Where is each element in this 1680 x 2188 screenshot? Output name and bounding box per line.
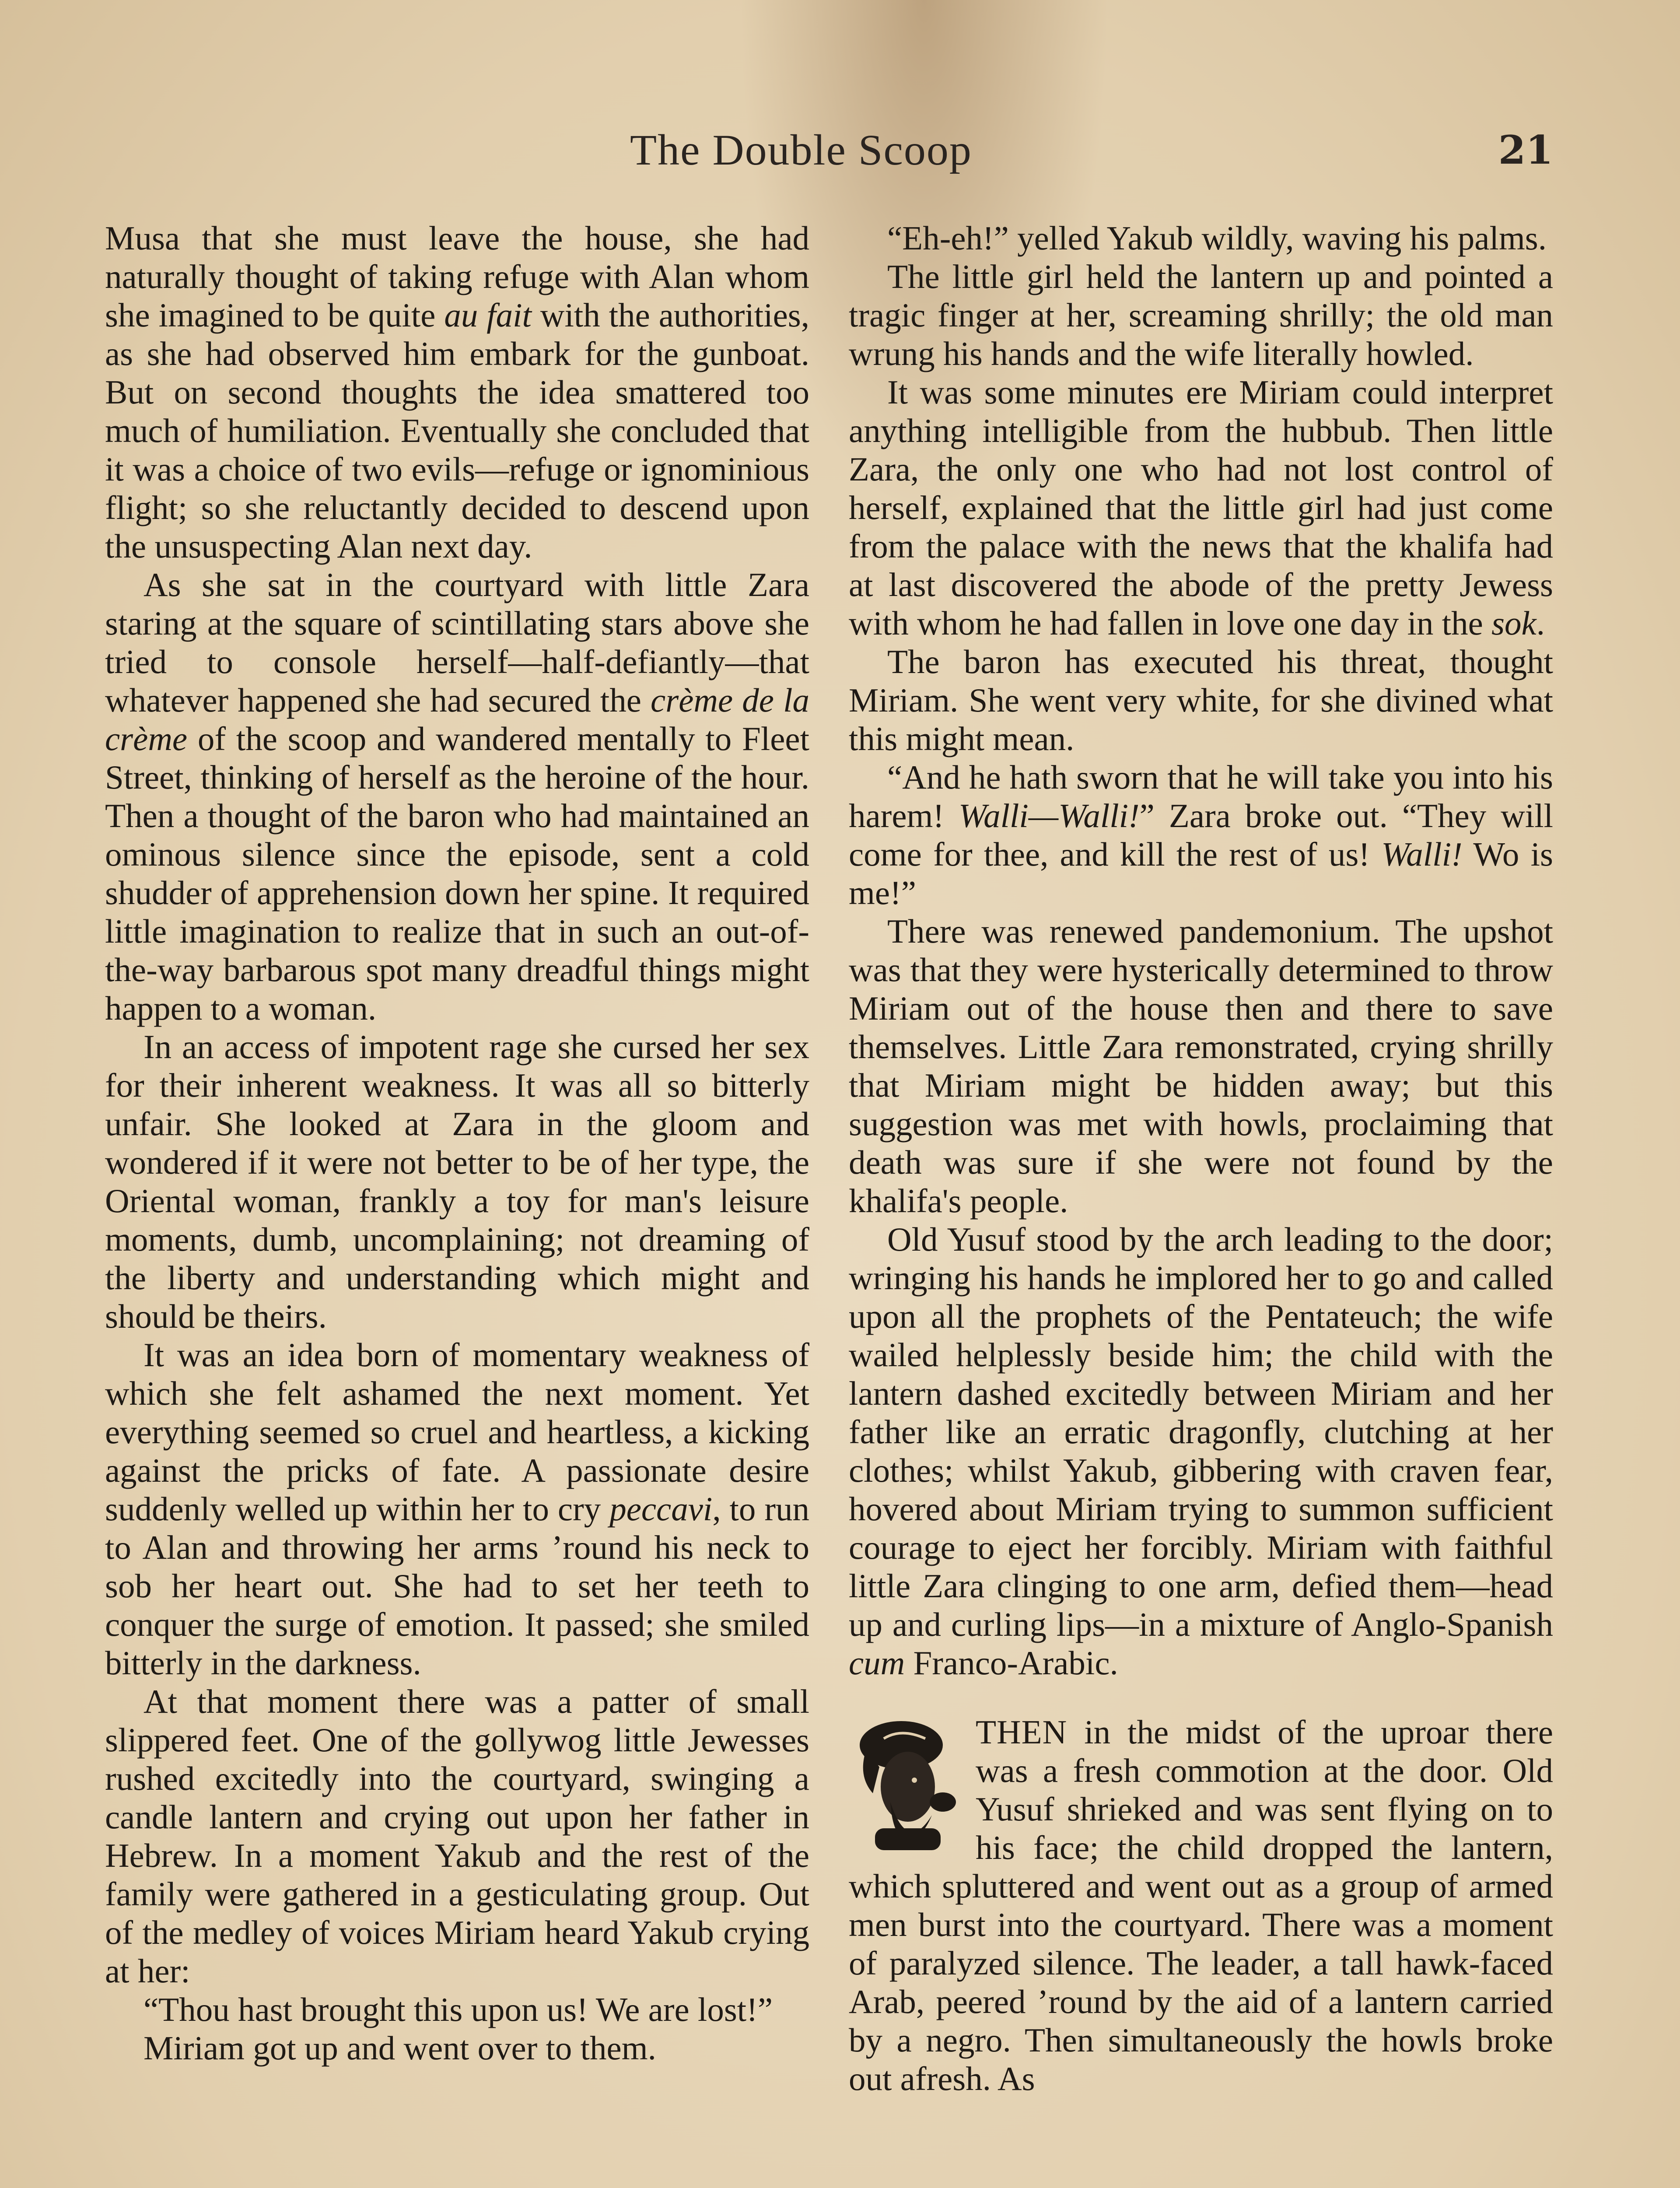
paragraph: As she sat in the courtyard with little Zara staring at the square of scintillating stars above she tried to console herself—half-defiantly—that whatever happened she had secured the crème de la crème of the scoop and wandered mentally to Fleet Street, thinking of herself as the heroine of the hour. Then a thought of the baron who had maintained an ominous silence since the episode, sent a cold shudder of apprehension down her spine. It required little imagination to realize that in such an out-of-the-way barbarous spot many dreadful things might happen to a woman. bbox=[105, 566, 809, 1027]
paragraph: THEN in the midst of the uproar there was a fresh commotion at the door. Old Yusuf shrieked and was sent flying on to his face; the child dropped the lantern, which spluttered and went out as a group of armed men burst into the courtyard. There was a moment of paralyzed silence. The leader, a tall hawk-faced Arab, peered ’round by the aid of a lantern carried by a negro. Then simultaneously the howls broke out afresh. As bbox=[849, 1713, 1553, 2097]
paragraph: It was some minutes ere Miriam could interpret anything intelligible from the hubbub. Then little Zara, the only one who had not lost control of herself, explained that the little girl had just come from the palace with the news that the khalifa had at last discovered the abode of the pretty Jewess with whom he had fallen in love one day in the sok. bbox=[849, 373, 1553, 642]
paragraph: The baron has executed his threat, thought Miriam. She went very white, for she divined what this might mean. bbox=[849, 643, 1553, 757]
paragraph: Old Yusuf stood by the arch leading to the door; wringing his hands he implored her to go and called upon all the prophets of the Pentateuch; the wife wailed helplessly beside him; the child with the lantern dashed excitedly between Miriam and her father like an erratic dragonfly, clutching at her clothes; whilst Yakub, gibbering with craven fear, hovered about Miriam trying to summon sufficient courage to eject her forcibly. Miriam with faithful little Zara clinging to one arm, defied them—head up and curling lips—in a mixture of Anglo-Spanish cum Franco-Arabic. bbox=[849, 1220, 1553, 1682]
paragraph: “Thou hast brought this upon us! We are lost!” bbox=[144, 1991, 773, 2028]
paragraph: “And he hath sworn that he will take you into his harem! Walli—Walli!” Zara broke out. “They will come for thee, and kill the rest of us! Walli! Wo is me!” bbox=[849, 758, 1553, 912]
section-break bbox=[849, 1682, 1553, 1713]
arab-head-portrait-icon bbox=[849, 1715, 962, 1855]
paragraph: It was an idea born of momentary weakness of which she felt ashamed the next moment. Yet everything seemed so cruel and heartless, a kicking against the pricks of fate. A passionate desire suddenly welled up within her to cry peccavi, to run to Alan and throwing her arms ’round his neck to sob her heart out. She had to set her teeth to conquer the surge of emotion. It passed; she smiled bitterly in the darkness. bbox=[105, 1336, 809, 1682]
page-title: The Double Scoop bbox=[630, 126, 972, 174]
left-column bbox=[105, 219, 809, 2067]
right-column bbox=[849, 219, 1553, 2097]
section-opening bbox=[849, 1713, 1553, 2098]
paragraph: Miriam got up and went over to them. bbox=[144, 2029, 656, 2067]
paragraph: There was renewed pandemonium. The upshot was that they were hysterically determined to throw Miriam out of the house then and there to save themselves. Little Zara remonstrated, crying shrilly that Miriam might be hidden away; but this suggestion was met with howls, proclaiming that death was sure if she were not found by the khalifa's people. bbox=[849, 912, 1553, 1220]
paragraph: “Eh-eh!” yelled Yakub wildly, waving his palms. bbox=[887, 219, 1547, 257]
paragraph: At that moment there was a patter of small slippered feet. One of the gollywog little Jewesses rushed excitedly into the courtyard, swinging a candle lantern and crying out upon her father in Hebrew. In a moment Yakub and the rest of the family were gathered in a gesticulating group. Out of the medley of voices Miriam heard Yakub crying at her: bbox=[105, 1683, 809, 1990]
paragraph: Musa that she must leave the house, she had naturally thought of taking refuge with Alan whom she imagined to be quite au fait with the authorities, as she had observed him embark for the gunboat. But on second thoughts the idea smattered too much of humiliation. Eventually she concluded that it was a choice of two evils—refuge or ignominious flight; so she reluctantly decided to descend upon the unsuspecting Alan next day. bbox=[105, 219, 809, 565]
paragraph: The little girl held the lantern up and pointed a tragic finger at her, screaming shrilly; the old man wrung his hands and the wife literally howled. bbox=[849, 258, 1553, 372]
paragraph: In an access of impotent rage she cursed her sex for their inherent weakness. It was all so bitterly unfair. She looked at Zara in the gloom and wondered if it were not better to be of her type, the Oriental woman, frankly a toy for man's leisure moments, dumb, uncomplaining; not dreaming of the liberty and understanding which might and should be theirs. bbox=[105, 1028, 809, 1335]
page-number: 21 bbox=[1498, 127, 1553, 173]
